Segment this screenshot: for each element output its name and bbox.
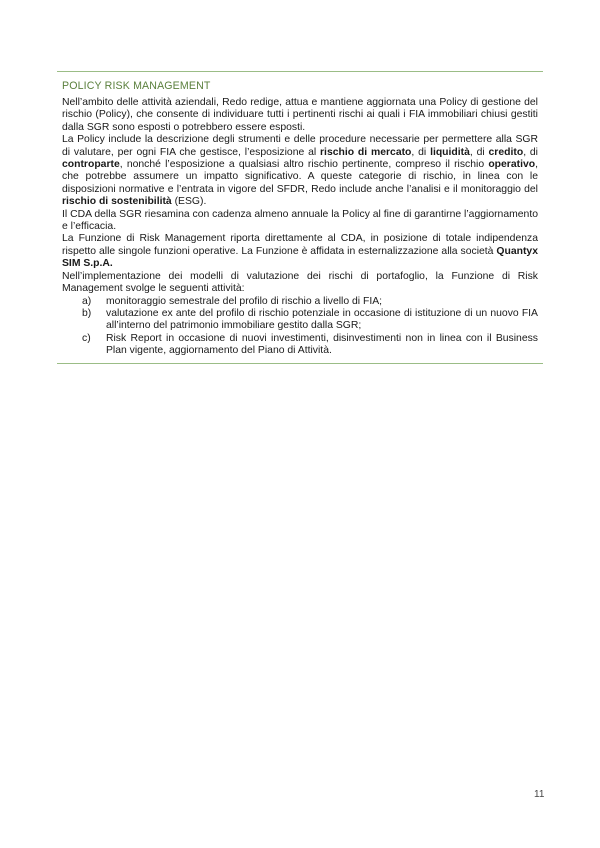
text-run: Nell’implementazione dei modelli di valutazione dei rischi di portafoglio, la Funzione di Risk Management svolge le seguenti attività:: [62, 270, 538, 295]
text-run: , nonché l’esposizione a qualsiasi altro rischio pertinente, compreso il rischio: [119, 159, 489, 171]
list-marker: c): [82, 332, 91, 344]
list-item: [62, 308, 538, 333]
list-item-text: valutazione ex ante del profilo di rischio potenziale in occasione di istituzione di un nuovo FIA all’interno del patrimonio immobiliare gestito dalla SGR;: [106, 307, 538, 332]
activities-list: [62, 296, 538, 358]
text-run: , che potrebbe assumere un impatto significativo. A queste categorie di rischio, in linea con le disposizioni normative e l’entrata in vigore del SFDR, Redo include anche l’analisi e il monitoraggio del: [62, 159, 538, 195]
text-run: , di: [523, 146, 538, 158]
list-marker: b): [82, 307, 92, 319]
text-run: Il CDA della SGR riesamina con cadenza almeno annuale la Policy al fine di garantirne l’aggiornamento e l’efficacia.: [62, 208, 538, 233]
bold-term-sustainability-risk: rischio di sostenibilità: [62, 196, 172, 208]
page-number: 11: [534, 789, 545, 800]
list-marker: a): [82, 295, 92, 307]
list-item: [62, 333, 538, 358]
text-run: , di: [469, 146, 489, 158]
paragraph-4: [62, 233, 538, 270]
list-item: [62, 296, 538, 308]
section-title: POLICY RISK MANAGEMENT: [62, 80, 211, 92]
paragraph-5: [62, 271, 538, 296]
text-run: Nell’ambito delle attività aziendali, Redo redige, attua e mantiene aggiornata una Policy di gestione del rischio (Policy), che consente di individuare tutti i pertinenti rischi ai quali i FIA immobiliari chiusi gestiti dalla SGR sono esposti o potrebbero essere esposti.: [62, 97, 538, 133]
list-item-text: monitoraggio semestrale del profilo di rischio a livello di FIA;: [106, 295, 383, 307]
text-run: La Funzione di Risk Management riporta direttamente al CDA, in posizione di totale indipendenza rispetto alle singole funzioni operative. La Funzione è affidata in esternalizzazione alla società: [62, 233, 538, 257]
bold-term-liquidity: liquidità: [430, 146, 470, 158]
bold-term-counterparty: controparte: [62, 159, 120, 171]
bold-company-name: Quantyx SIM S.p.A.: [62, 245, 538, 270]
section-top-rule: [57, 71, 543, 72]
bold-term-operational: operativo: [488, 159, 536, 171]
paragraph-3: [62, 209, 538, 234]
text-run: (ESG).: [171, 196, 207, 208]
bold-term-credit: credito: [488, 146, 524, 158]
section-bottom-rule: [57, 363, 543, 364]
paragraph-1: [62, 97, 538, 134]
text-run: , di: [411, 146, 431, 158]
list-item-text: Risk Report in occasione di nuovi investimenti, disinvestimenti non in linea con il Business Plan vigente, aggiornamento del Piano di Attività.: [106, 332, 538, 357]
section-body: [62, 97, 538, 358]
paragraph-2: [62, 134, 538, 208]
text-run: La Policy include la descrizione degli strumenti e delle procedure necessarie per permettere alla SGR di valutare, per ogni FIA che gestisce, l’esposizione al: [62, 134, 538, 158]
bold-term-market-risk: rischio di mercato: [320, 146, 412, 158]
